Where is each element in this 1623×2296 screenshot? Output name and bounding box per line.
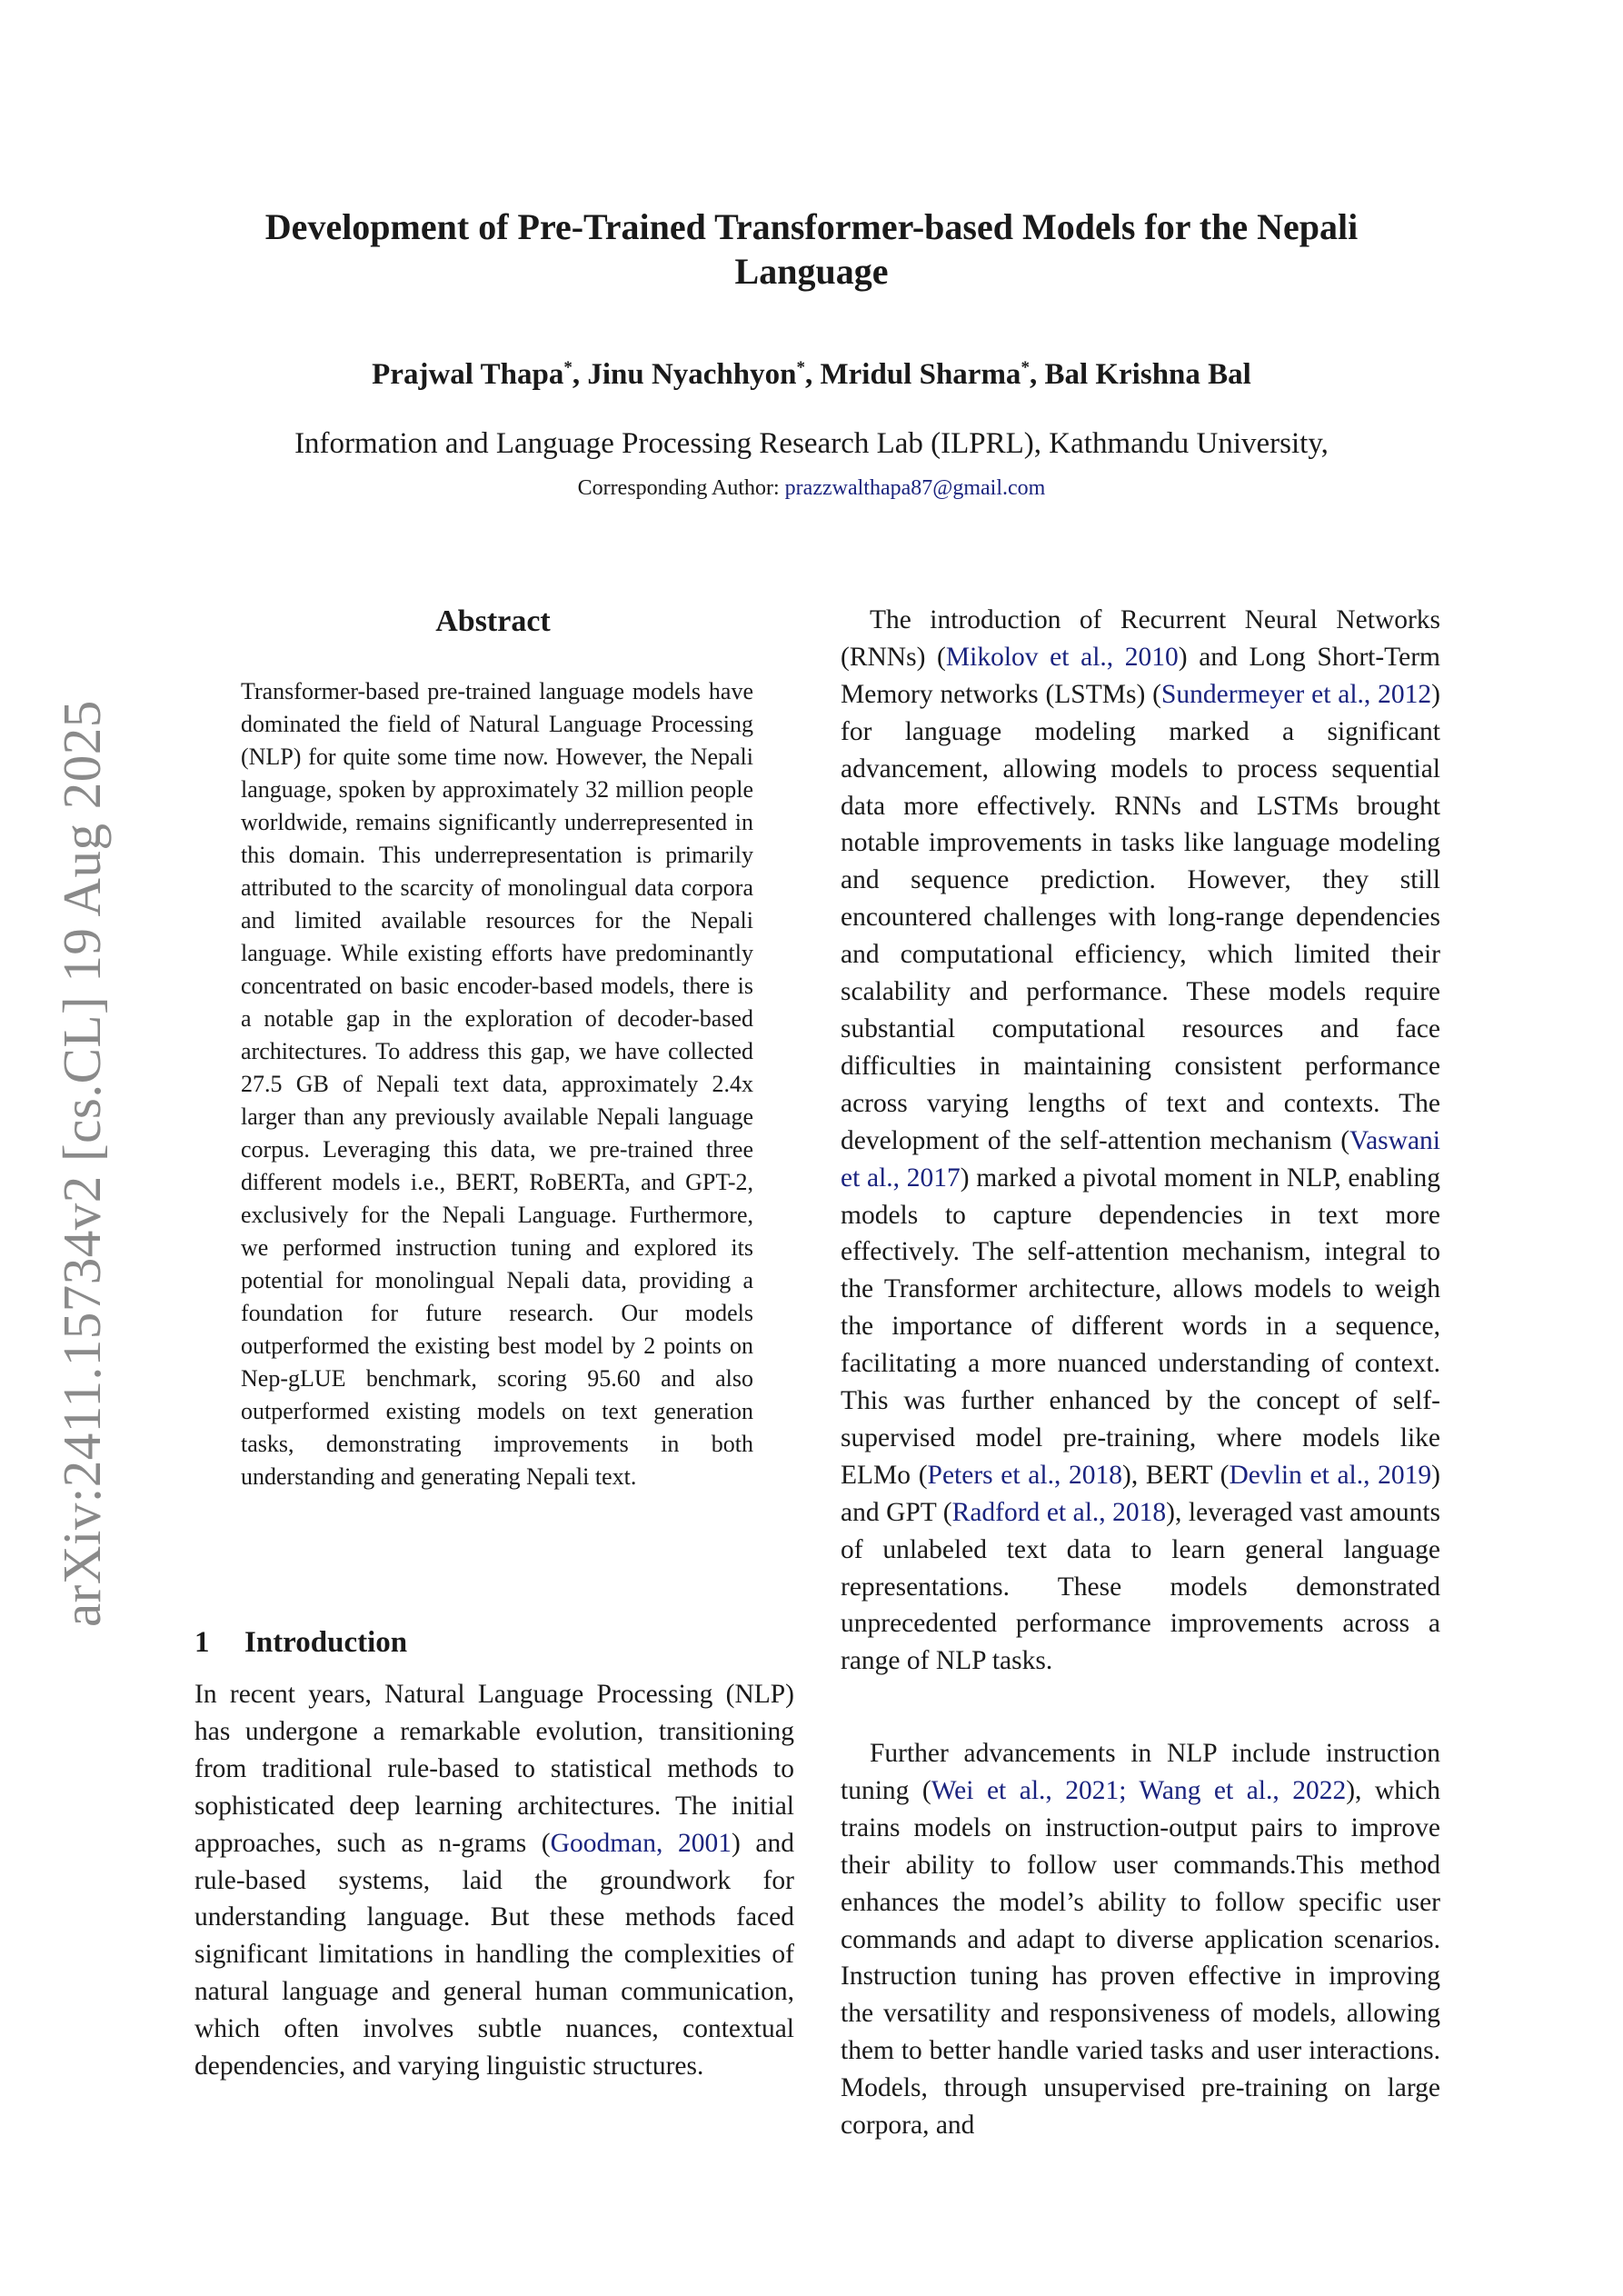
arxiv-identifier: arXiv:2411.15734v2 [cs.CL] 19 Aug 2025: [52, 700, 112, 1627]
citation-link[interactable]: Sundermeyer et al., 2012: [1160, 679, 1432, 709]
section-heading-introduction: [194, 1624, 407, 1661]
section-number: 1: [194, 1626, 210, 1659]
citation-link[interactable]: Vaswani et al., 2017: [841, 1125, 1440, 1193]
author-name: Prajwal Thapa: [372, 358, 564, 391]
corresponding-email-link[interactable]: prazzwalthapa87@gmail.com: [784, 476, 1046, 500]
citation-link[interactable]: Goodman, 2001: [550, 1828, 732, 1858]
citation-link[interactable]: Wei et al., 2021; Wang et al., 2022: [931, 1775, 1347, 1805]
corresponding-label: Corresponding Author:: [577, 476, 780, 500]
author-mark: *: [796, 358, 805, 377]
author-list: Prajwal Thapa*, Jinu Nyachhyon*, Mridul Sharma*, Bal Krishna Bal: [372, 358, 1251, 391]
affiliation: Information and Language Processing Research Lab (ILPRL), Kathmandu University,: [294, 427, 1329, 460]
author-mark: *: [1021, 358, 1030, 377]
author-name: Jinu Nyachhyon: [587, 358, 797, 391]
citation-link[interactable]: Peters et al., 2018: [927, 1460, 1123, 1490]
citation-link[interactable]: Devlin et al., 2019: [1229, 1460, 1432, 1490]
paper-title: Development of Pre-Trained Transformer-based Models for the Nepali Language: [264, 206, 1359, 292]
author-mark: *: [563, 358, 573, 377]
corresponding-author: [182, 474, 1441, 502]
section-title: Introduction: [244, 1626, 408, 1659]
author-name: Mridul Sharma: [820, 358, 1021, 391]
introduction-paragraph-1: In recent years, Natural Language Processing (NLP) has undergone a remarkable evolution, transitioning from traditional rule-based to statistical methods to sophisticated deep learning architectures. The initial approaches, such as n-grams (Goodman, 2001) and rule-based systems, laid the groundwork for understanding language. But these methods faced significant limitations in handling the complexities of natural language and general human communication, which often involves subtle nuances, contextual dependencies, and varying linguistic structures.: [194, 1680, 794, 2081]
citation-link[interactable]: Radford et al., 2018: [951, 1497, 1167, 1527]
abstract-heading: Abstract: [435, 604, 551, 638]
abstract-text: Transformer-based pre-trained language models have dominated the field of Natural Language Processing (NLP) for quite some time now. However, the Nepali language, spoken by approximately 32 million people worldwide, remains significantly underrepresented in this domain. This underrepresentation is primarily attributed to the scarcity of monolingual data corpora and limited available resources for the Nepali language. While existing efforts have predominantly concentrated on basic encoder-based models, there is a notable gap in the exploration of decoder-based architectures. To address this gap, we have collected 27.5 GB of Nepali text data, approximately 2.4x larger than any previously available Nepali language corpus. Leveraging this data, we pre-trained three different models i.e., BERT, RoBERTa, and GPT-2, exclusively for the Nepali Language. Furthermore, we performed instruction tuning and explored its potential for monolingual Nepali data, providing a foundation for future research. Our models outperformed the existing best model by 2 points on Nep-gLUE benchmark, scoring 95.60 and also outperformed existing models on text generation tasks, demonstrating improvements in both understanding and generating Nepali text.: [241, 678, 753, 1490]
citation-link[interactable]: Mikolov et al., 2010: [945, 642, 1179, 672]
introduction-paragraph-2: The introduction of Recurrent Neural Networks (RNNs) (Mikolov et al., 2010) and Long Short-Term Memory networks (LSTMs) (Sundermeyer et al., 2012) for language modeling marked a significant advancement, allowing models to process sequential data more effectively. RNNs and LSTMs brought notable improvements in tasks like language modeling and sequence prediction. However, they still encountered challenges with long-range dependencies and computational efficiency, which limited their scalability and performance. These models require substantial computational resources and face difficulties in maintaining consistent performance across varying lengths of text and contexts. The development of the self-attention mechanism (Vaswani et al., 2017) marked a pivotal moment in NLP, enabling models to capture dependencies in text more effectively. The self-attention mechanism, integral to the Transformer architecture, allows models to weigh the importance of different words in a sequence, facilitating a more nuanced understanding of context. This was further enhanced by the concept of self-supervised model pre-training, where models like ELMo (Peters et al., 2018), BERT (Devlin et al., 2019) and GPT (Radford et al., 2018), leveraged vast amounts of unlabeled text data to learn general language representations. These models demonstrated unprecedented performance improvements across a range of NLP tasks.: [841, 605, 1441, 1676]
author-name: Bal Krishna Bal: [1044, 358, 1251, 391]
introduction-paragraph-3: Further advancements in NLP include instruction tuning (Wei et al., 2021; Wang et al., 2022), which trains models on instruction-output pairs to improve their ability to follow user commands.This method enhances the model’s ability to follow specific user commands and adapt to diverse application scenarios. Instruction tuning has proven effective in improving the versatility and responsiveness of models, allowing them to better handle varied tasks and user interactions. Models, through unsupervised pre-training on large corpora, and: [841, 1739, 1441, 2141]
